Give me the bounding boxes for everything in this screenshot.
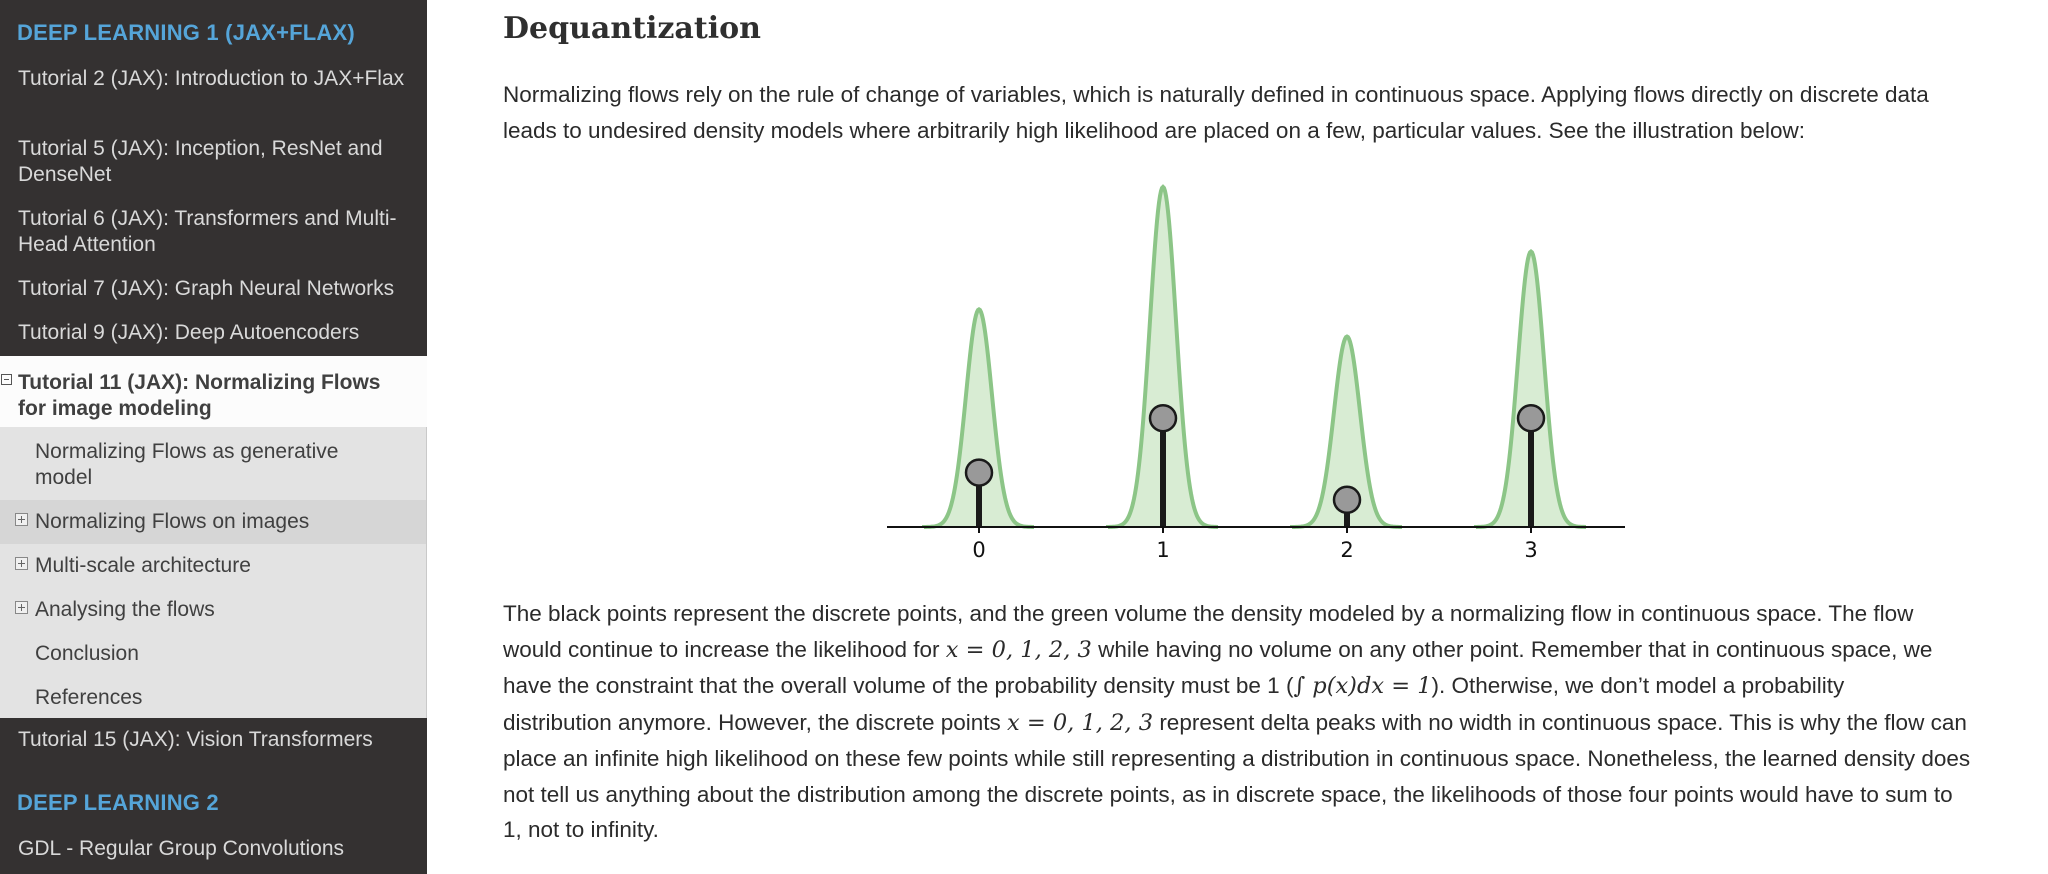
sidebar-sub-analysing[interactable]: Analysing the flows <box>35 598 215 621</box>
sidebar-item-tutorial-9[interactable]: Tutorial 9 (JAX): Deep Autoencoders <box>18 321 360 344</box>
sidebar-caption-dl2: DEEP LEARNING 2 <box>17 790 219 815</box>
math-integral: ∫ p(x)dx = 1 <box>1293 673 1432 699</box>
sidebar-sub-generative-model[interactable]: Normalizing Flows as generative model <box>35 440 339 489</box>
sidebar-item-tutorial-6[interactable]: Tutorial 6 (JAX): Transformers and Multi-Head Attention <box>18 207 397 256</box>
sidebar-current-item[interactable] <box>0 356 427 427</box>
collapse-icon[interactable] <box>1 374 12 385</box>
sidebar-sub-references[interactable]: References <box>35 686 143 709</box>
discrete-point <box>1334 487 1360 513</box>
main-content <box>427 0 2048 874</box>
x-tick-label: 0 <box>972 538 986 562</box>
math-x-values: x = 0, 1, 2, 3 <box>1007 709 1154 736</box>
explanation-line: would continue to increase the likelihood for x = 0, 1, 2, 3 while having no volume on any other point. Remember that in continuous space, we <box>503 636 1933 663</box>
discrete-point <box>1150 405 1176 431</box>
discrete-point <box>1518 405 1544 431</box>
density-figure <box>887 170 1687 570</box>
sidebar <box>0 0 427 874</box>
sidebar-item-tutorial-7[interactable]: Tutorial 7 (JAX): Graph Neural Networks <box>18 277 395 300</box>
sidebar-item-tutorial-15[interactable]: Tutorial 15 (JAX): Vision Transformers <box>18 728 373 751</box>
section-title: Dequantization <box>503 11 761 46</box>
sidebar-sub-conclusion[interactable]: Conclusion <box>35 642 139 665</box>
sidebar-item-gdl-regular[interactable]: GDL - Regular Group Convolutions <box>18 837 345 860</box>
sidebar-sub-flows-on-images[interactable]: Normalizing Flows on images <box>35 510 310 533</box>
expand-icon[interactable] <box>15 601 28 614</box>
sidebar-item-tutorial-2[interactable]: Tutorial 2 (JAX): Introduction to JAX+Flax <box>18 67 405 90</box>
x-tick-label: 1 <box>1156 538 1170 562</box>
intro-line: Normalizing flows rely on the rule of change of variables, which is naturally defined in continuous space. Applying flows directly on discrete data <box>503 82 1929 107</box>
explanation-line: 1, not to infinity. <box>503 817 659 842</box>
explanation-line: have the constraint that the overall volume of the probability density must be 1 (∫ p(x)dx = 1). Otherwise, we don’t model a probability <box>503 673 1845 699</box>
sidebar-subsections <box>0 427 427 718</box>
density-peaks <box>924 187 1586 527</box>
x-tick-label: 2 <box>1340 538 1354 562</box>
expand-icon[interactable] <box>15 513 28 526</box>
intro-paragraph <box>503 77 2033 148</box>
explanation-line: not tell us anything about the distribution among the discrete points, as in discrete space, the likelihoods of those four points would have to sum to <box>503 781 1953 807</box>
explanation-line: place an infinite high likelihood on these few points while still representing a distribution in continuous space. Nonetheless, the learned density does <box>503 746 1971 771</box>
sidebar-item-tutorial-5[interactable]: Tutorial 5 (JAX): Inception, ResNet and DenseNet <box>18 137 383 186</box>
math-x-values: x = 0, 1, 2, 3 <box>945 636 1092 663</box>
explanation-paragraph <box>503 596 2033 848</box>
discrete-point <box>966 460 992 486</box>
explanation-line: distribution anymore. However, the discrete points x = 0, 1, 2, 3 represent delta peaks with no width in continuous space. This is why the flow can <box>503 709 1967 736</box>
sidebar-sub-multiscale[interactable]: Multi-scale architecture <box>35 554 251 577</box>
expand-icon[interactable] <box>15 557 28 570</box>
sidebar-current-title: Tutorial 11 (JAX): Normalizing Flows for image modeling <box>18 371 381 420</box>
explanation-line: The black points represent the discrete points, and the green volume the density modeled by a normalizing flow in continuous space. The flow <box>503 601 1914 626</box>
intro-line: leads to undesired density models where arbitrarily high likelihood are placed on a few, particular values. See the illustration below: <box>503 117 1805 143</box>
sidebar-caption-dl1: DEEP LEARNING 1 (JAX+FLAX) <box>17 20 355 45</box>
x-tick-label: 3 <box>1524 538 1538 562</box>
x-ticks <box>972 527 1537 562</box>
